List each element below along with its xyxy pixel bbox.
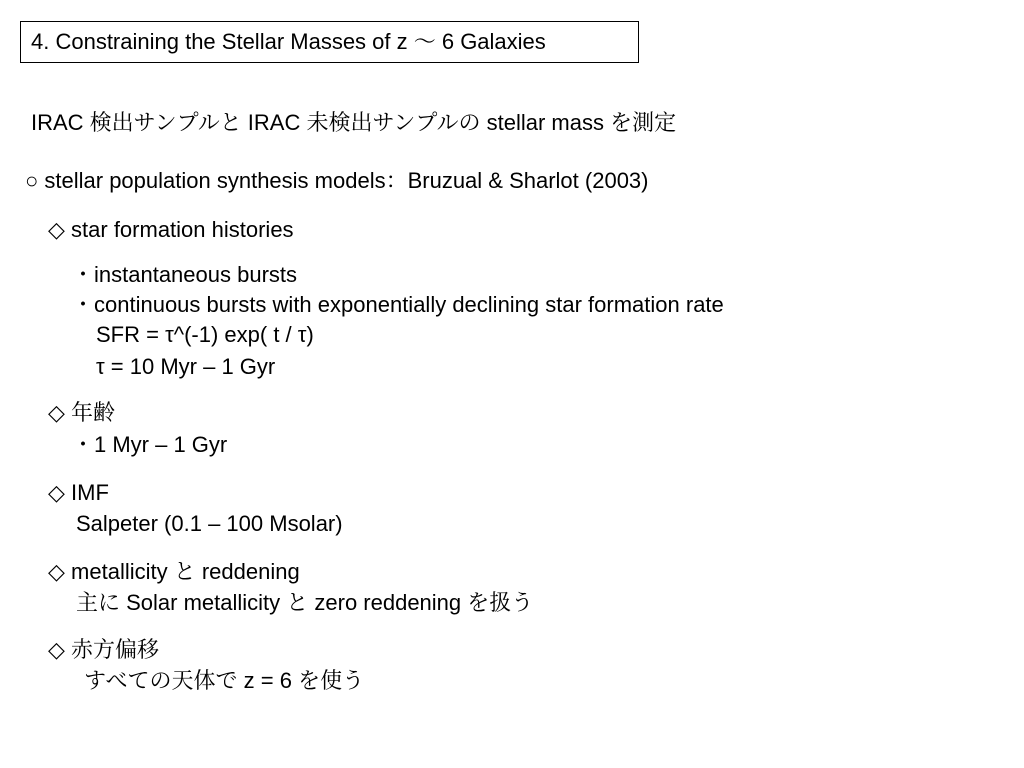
- sfh-heading: ◇ star formation histories: [48, 217, 294, 242]
- sfh-item-continuous: ・continuous bursts with exponentially declining star formation rate: [72, 292, 724, 317]
- sps-models-line: ○ stellar population synthesis models：Bruzual & Sharlot (2003): [25, 168, 649, 193]
- age-heading: ◇ 年齢: [48, 400, 116, 425]
- sfh-item-instantaneous: ・instantaneous bursts: [72, 262, 298, 287]
- tau-range: τ = 10 Myr – 1 Gyr: [96, 354, 276, 379]
- intro-line: IRAC 検出サンプルと IRAC 未検出サンプルの stellar mass を測定: [31, 110, 677, 135]
- sfr-formula: SFR = τ^(-1) exp( t / τ): [96, 322, 314, 347]
- redshift-heading: ◇ 赤方偏移: [48, 637, 160, 662]
- slide-title: 4. Constraining the Stellar Masses of z ～ 6 Galaxies: [20, 21, 639, 63]
- metallicity-detail: 主に Solar metallicity と zero reddening を扱う: [76, 590, 534, 615]
- metallicity-heading: ◇ metallicity と reddening: [48, 559, 300, 584]
- imf-heading: ◇ IMF: [48, 480, 109, 505]
- age-item: ・1 Myr – 1 Gyr: [72, 432, 228, 457]
- imf-detail: Salpeter (0.1 – 100 Msolar): [76, 511, 343, 536]
- redshift-detail: すべての天体で z = 6 を使う: [84, 668, 365, 693]
